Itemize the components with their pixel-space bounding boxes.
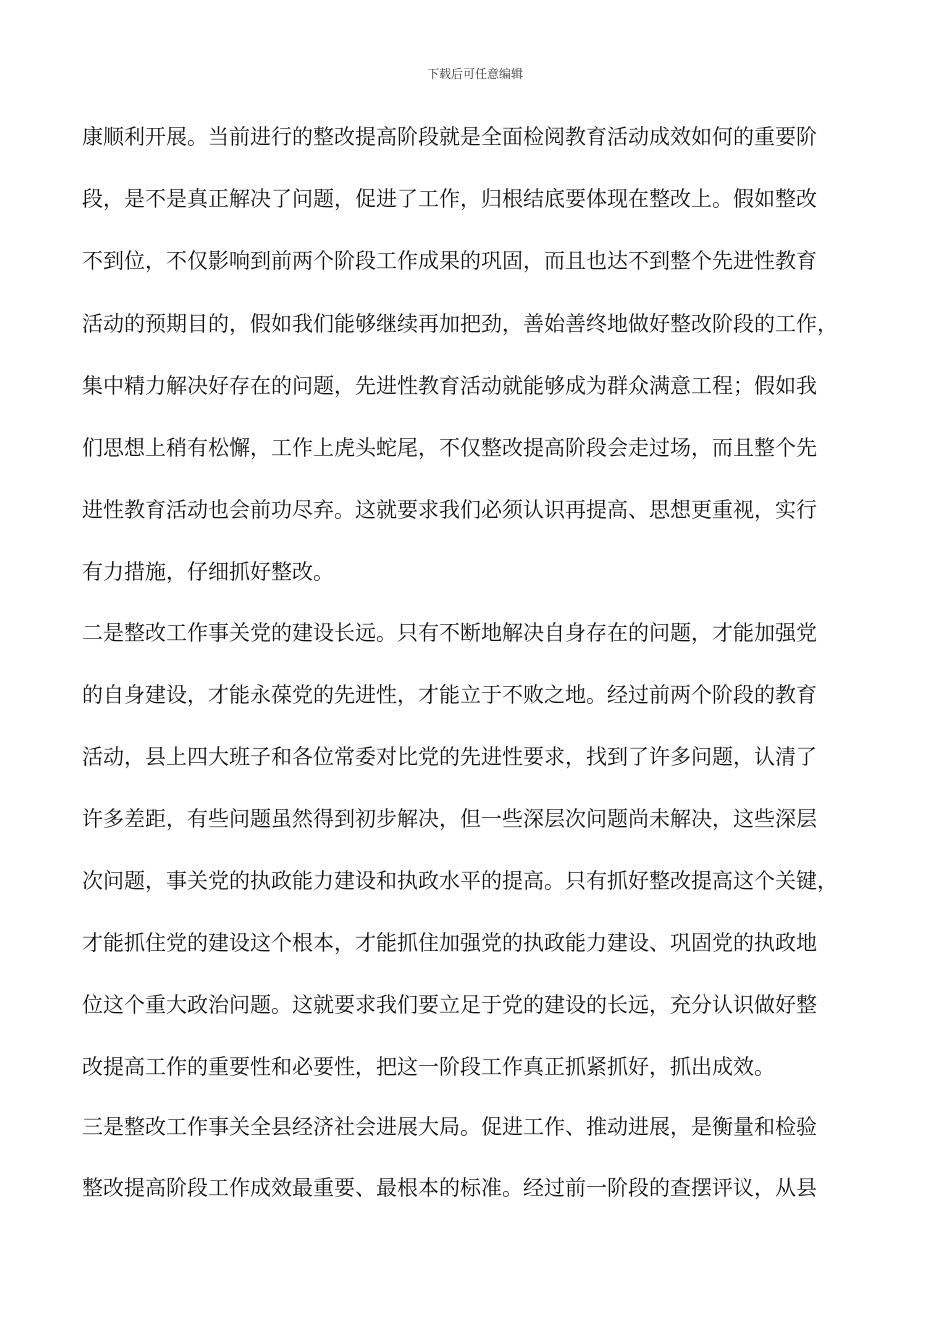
text-line: 集中精力解决好存在的问题，先进性教育活动就能够成为群众满意工程；假如我 xyxy=(82,374,817,398)
text-line: 整改提高阶段工作成效最重要、最根本的标准。经过前一阶段的查摆评议，从县 xyxy=(82,1176,817,1200)
text-line: 的自身建设，才能永葆党的先进性，才能立于不败之地。经过前两个阶段的教育 xyxy=(82,683,817,707)
text-line: 许多差距，有些问题虽然得到初步解决，但一些深层次问题尚未解决，这些深层 xyxy=(82,807,817,831)
text-line: 二是整改工作事关党的建设长远。只有不断地解决自身存在的问题，才能加强党 xyxy=(82,621,817,645)
text-line: 三是整改工作事关全县经济社会进展大局。促进工作、推动进展，是衡量和检验 xyxy=(82,1115,817,1139)
text-line: 活动的预期目的，假如我们能够继续再加把劲，善始善终地做好整改阶段的工作， xyxy=(82,312,838,336)
text-line: 次问题，事关党的执政能力建设和执政水平的提高。只有抓好整改提高这个关键， xyxy=(82,869,838,893)
text-line: 不到位，不仅影响到前两个阶段工作成果的巩固，而且也达不到整个先进性教育 xyxy=(82,249,817,273)
text-line: 位这个重大政治问题。这就要求我们要立足于党的建设的长远，充分认识做好整 xyxy=(82,993,817,1017)
text-line: 改提高工作的重要性和必要性，把这一阶段工作真正抓紧抓好，抓出成效。 xyxy=(82,1055,775,1079)
download-note: 下载后可任意编辑 xyxy=(426,67,523,81)
text-line: 们思想上稍有松懈，工作上虎头蛇尾，不仅整改提高阶段会走过场，而且整个先 xyxy=(82,436,817,460)
text-line: 才能抓住党的建设这个根本，才能抓住加强党的执政能力建设、巩固党的执政地 xyxy=(82,931,817,955)
text-line: 有力措施，仔细抓好整改。 xyxy=(82,560,334,584)
text-line: 活动，县上四大班子和各位常委对比党的先进性要求，找到了许多问题，认清了 xyxy=(82,745,817,769)
text-line: 段，是不是真正解决了问题，促进了工作，归根结底要体现在整改上。假如整改 xyxy=(82,187,817,211)
text-line: 康顺利开展。当前进行的整改提高阶段就是全面检阅教育活动成效如何的重要阶 xyxy=(82,125,817,149)
text-line: 进性教育活动也会前功尽弃。这就要求我们必须认识再提高、思想更重视，实行 xyxy=(82,498,817,522)
